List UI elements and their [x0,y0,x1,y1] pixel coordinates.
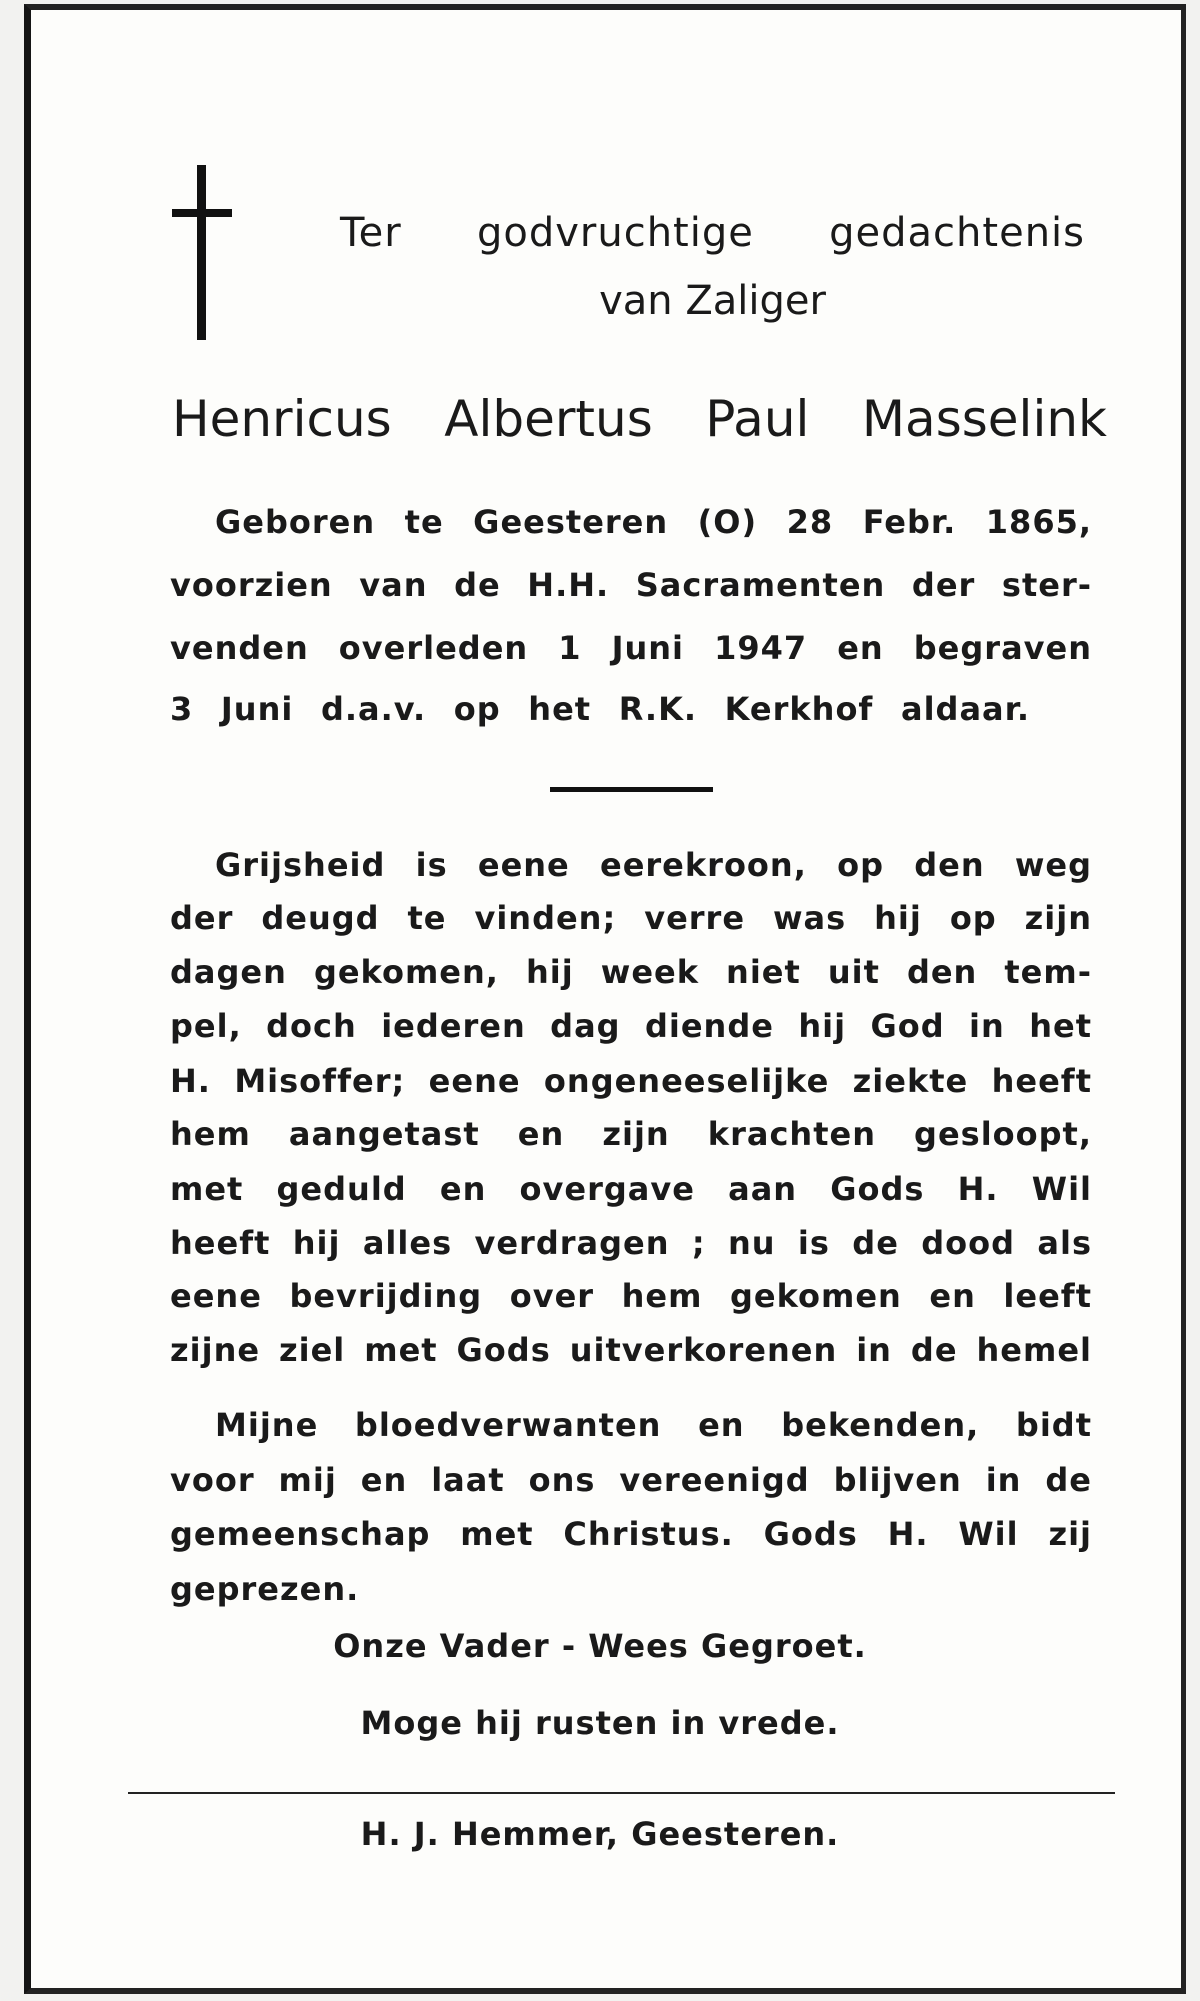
meditation-line: H. Misoffer; eene ongeneeselijke ziekte heeft [170,1062,1092,1100]
rule [128,1792,1115,1794]
heading-line-2: van Zaliger [599,278,826,324]
biography-line: Geboren te Geesteren (O) 28 Febr. 1865, [215,503,1092,541]
meditation-line: Grijsheid is eene eerekroon, op den weg [215,846,1092,884]
meditation-line: hem aangetast en zijn krachten gesloopt, [170,1115,1092,1153]
meditation-line: met geduld en overgave aan Gods H. Wil [170,1170,1092,1208]
divider [550,787,713,792]
meditation-line: dagen gekomen, hij week niet uit den tem- [170,953,1092,991]
biography-line: venden overleden 1 Juni 1947 en begraven [170,629,1092,667]
rest-in-peace: Moge hij rusten in vrede. [360,1704,840,1742]
biography-line: voorzien van de H.H. Sacramenten der ster- [170,566,1092,604]
cross-icon [172,165,232,340]
meditation-line: eene bevrijding over hem gekomen en leeft [170,1277,1092,1315]
printer: H. J. Hemmer, Geesteren. [360,1815,840,1853]
heading-line-1: Ter godvruchtige gedachtenis [340,210,1085,256]
meditation-line: pel, doch iederen dag diende hij God in het [170,1007,1092,1045]
meditation-line: zijne ziel met Gods uitverkorenen in de hemel [170,1331,1092,1369]
biography-line: 3 Juni d.a.v. op het R.K. Kerkhof aldaar. [170,690,1030,728]
request-line: gemeenschap met Christus. Gods H. Wil zij [170,1515,1092,1553]
request-line: voor mij en laat ons vereenigd blijven in de [170,1461,1092,1499]
prayers: Onze Vader - Wees Gegroet. [333,1627,867,1665]
deceased-name: Henricus Albertus Paul Masselink [172,390,1107,448]
meditation-line: heeft hij alles verdragen ; nu is de dood als [170,1224,1092,1262]
request-line: geprezen. [170,1570,360,1608]
meditation-line: der deugd te vinden; verre was hij op zijn [170,899,1092,937]
request-line: Mijne bloedverwanten en bekenden, bidt [215,1406,1092,1444]
